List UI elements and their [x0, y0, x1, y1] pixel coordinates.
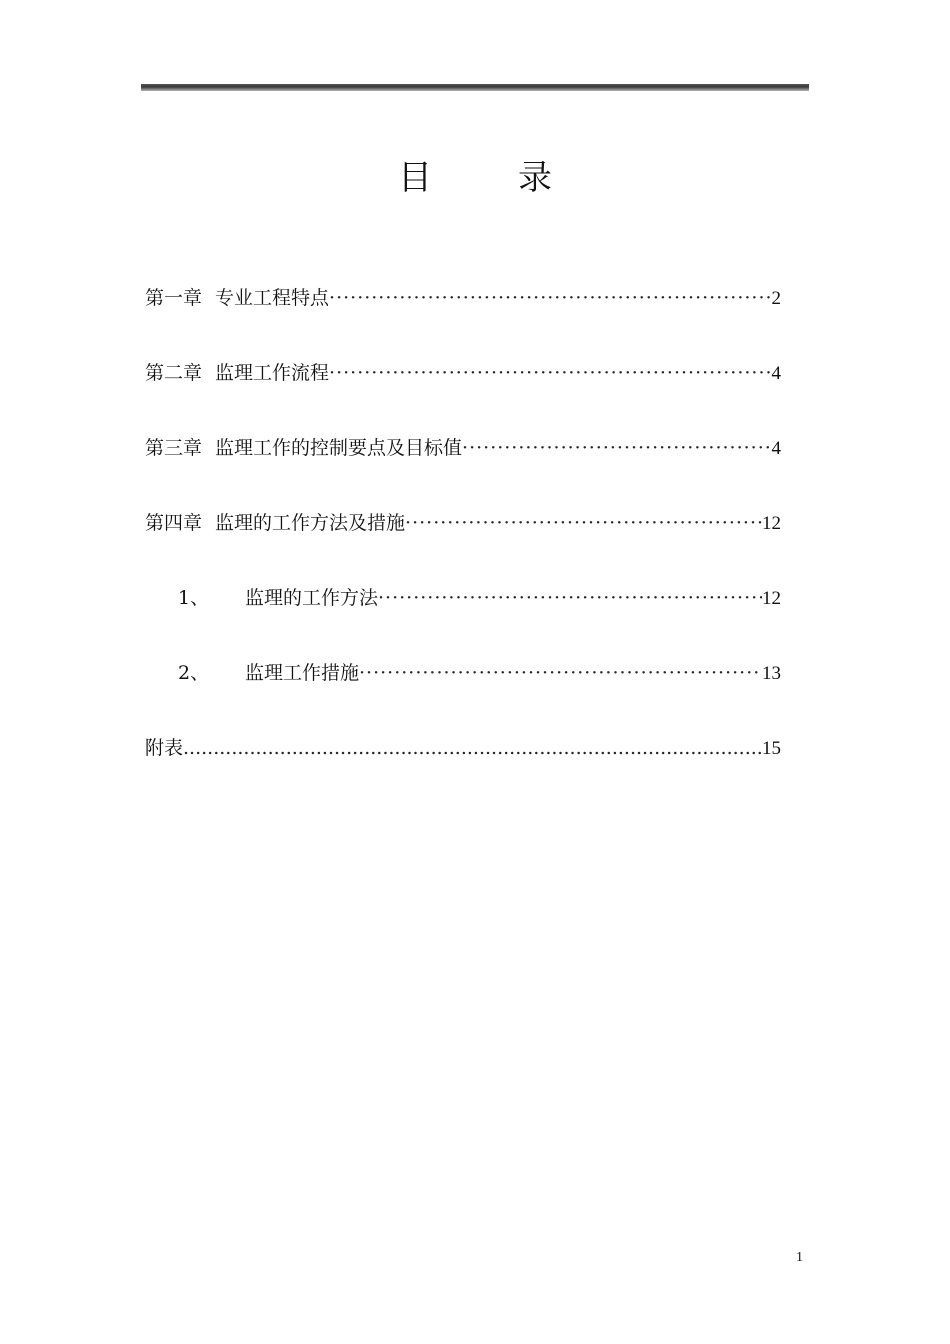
toc-entry-section-1[interactable] — [178, 584, 781, 612]
dot-leader — [329, 359, 771, 387]
toc-chapter-number: 第一章 — [145, 287, 203, 309]
toc-chapter-number: 第三章 — [145, 437, 203, 459]
dot-leader — [462, 434, 771, 462]
toc-page-number: 2 — [771, 288, 781, 309]
dot-leader — [378, 584, 762, 612]
toc-entry-title: 监理工作措施 — [245, 662, 360, 684]
toc-chapter-number: 第二章 — [145, 362, 203, 384]
toc-entry-chapter-4[interactable] — [145, 509, 781, 537]
page-number: 1 — [796, 1250, 803, 1265]
toc-page-number: 12 — [762, 513, 781, 534]
toc-entry-title: 监理工作流程 — [215, 362, 330, 384]
toc-section-number: 1、 — [178, 587, 210, 609]
toc-entry-label — [145, 734, 183, 762]
toc-section-number: 2、 — [178, 662, 210, 684]
toc-entry-title: 监理工作的控制要点及目标值 — [215, 437, 463, 459]
toc-entry-chapter-2[interactable] — [145, 359, 781, 387]
toc-entry-title: 附表 — [145, 737, 184, 759]
dot-leader — [405, 509, 762, 537]
toc-entry-label — [145, 509, 405, 537]
dot-leader — [359, 659, 762, 687]
toc-title-char-2: 录 — [518, 158, 552, 198]
toc-page-number: 4 — [771, 438, 781, 459]
toc-entry-title: 监理的工作方法 — [245, 587, 379, 609]
toc-entry-label — [145, 284, 329, 312]
toc-page-number: 12 — [762, 588, 781, 609]
toc-chapter-number: 第四章 — [145, 512, 203, 534]
toc-page-number: 4 — [771, 363, 781, 384]
toc-entry-chapter-1[interactable] — [145, 284, 781, 312]
header-rule — [141, 84, 809, 91]
toc-entry-section-2[interactable] — [178, 659, 781, 687]
toc-entry-title: 专业工程特点 — [215, 287, 330, 309]
toc-entry-label — [145, 359, 329, 387]
toc-title — [0, 150, 950, 199]
toc-entry-label — [145, 434, 462, 462]
toc-entry-chapter-3[interactable] — [145, 434, 781, 462]
toc-entry-appendix[interactable] — [145, 734, 781, 762]
toc-entry-title: 监理的工作方法及措施 — [215, 512, 406, 534]
toc-page-number: 13 — [762, 663, 781, 684]
toc-title-char-1: 目 — [398, 158, 432, 198]
toc-entry-label — [178, 659, 359, 687]
toc-page-number: 15 — [762, 738, 781, 759]
toc-entry-label — [178, 584, 378, 612]
dot-leader — [329, 284, 771, 312]
dot-leader — [183, 734, 762, 762]
